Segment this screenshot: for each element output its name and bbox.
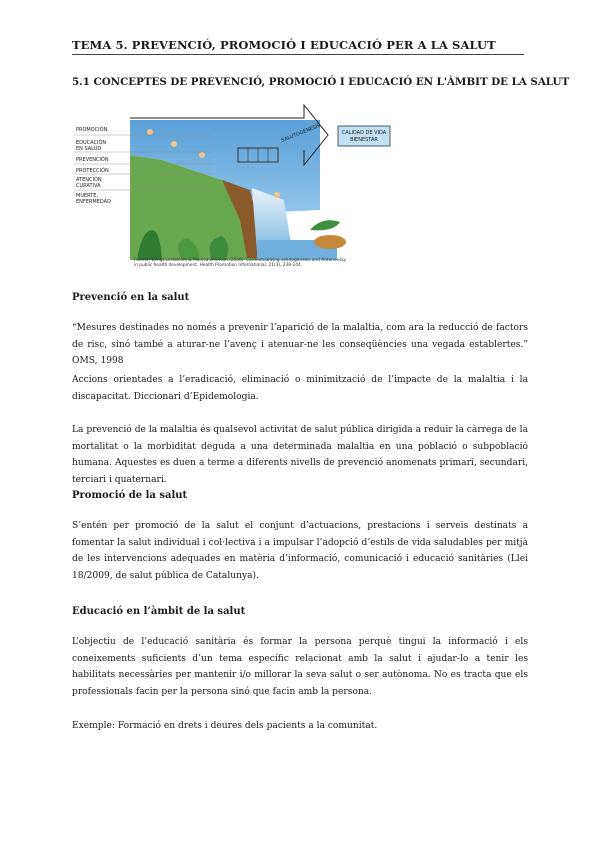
running-header: TEMA 5. PREVENCIÓ, PROMOCIÓ I EDUCACIÓ PER A LA SALUT xyxy=(72,38,496,52)
label-muerte: MUERTE, xyxy=(76,193,99,199)
heading-promocio: Promoció de la salut xyxy=(72,490,188,501)
heading-educacio: Educació en l’àmbit de la salut xyxy=(72,606,246,617)
salutogenesis-illustration xyxy=(72,100,402,275)
paragraph-exemple: Exemple: Formació en drets i deures dels pacients a la comunitat. xyxy=(72,721,378,731)
paragraph-educacio: L’objectiu de l’educació sanitària és formar la persona perquè tingui la informació i els coneixements suficients d’un tema específic relacionat amb la salut i ajudar-lo a tenir les habilitats necessàries per mantenir i/o millorar la seva salut o ser autònoma. No es tracta que els professionals facin per la persona sinó que facin amb la persona. xyxy=(72,637,528,697)
right-plant xyxy=(310,220,340,230)
label-promocion: PROMOCIÓN xyxy=(76,127,108,133)
swimmer-icon xyxy=(147,129,153,135)
label-bienestar: BIENESTAR xyxy=(350,137,378,143)
label-atencion: ATENCIÓN xyxy=(76,177,102,183)
quality-of-life-box xyxy=(338,126,390,146)
figure-caption: Fuente: Bengt Lindström & Monica Eriksson (2006). Contextualizing salutogenesis and Antonovsky in public health development. Health Promotion International, 21(3), 238-244. xyxy=(134,258,347,269)
swimmer-icon xyxy=(274,192,280,198)
swimmer-icon xyxy=(171,141,177,147)
paragraph-prevencio-diccionari: Accions orientades a l’eradicació, eliminació o minimització de l’impacte de la malaltia i la discapacitat. Diccionari d’Epidemologia. xyxy=(72,375,528,402)
label-proteccion: PROTECCIÓN xyxy=(76,168,109,174)
heading-prevencio: Prevenció en la salut xyxy=(72,292,190,303)
label-calidad-vida: CALIDAD DE VIDA xyxy=(341,130,387,136)
header-rule xyxy=(72,54,524,55)
swimmer-icon xyxy=(199,152,205,158)
paragraph-prevencio-nivells: La prevenció de la malaltia és qualsevol activitat de salut pública dirigida a reduir la càrrega de la mortalitat o la morbiditat deguda a una determinada malaltia en una població o subpoblació humana. Aquestes es duen a terme a diferents nivells de prevenció anomenats primari, secundari, terciari i quaternari. xyxy=(72,425,528,485)
label-prevencion: PREVENCIÓN xyxy=(76,157,109,163)
label-curativa: CURATIVA xyxy=(76,183,101,189)
paragraph-prevencio-oms: “Mesures destinades no només a prevenir l’aparició de la malaltia, com ara la reducció de factors de risc, sinó també a aturar-ne l’avenç i atenuar-ne les conseqüències una vegada establertes.” OMS, 1998 xyxy=(72,323,528,367)
section-title: 5.1 CONCEPTES DE PREVENCIÓ, PROMOCIÓ I EDUCACIÓ EN L'ÀMBIT DE LA SALUT xyxy=(72,76,570,88)
label-enfermedad: ENFERMEDAD xyxy=(76,199,111,205)
label-salutogenesis: SALUTOGÉNESIS xyxy=(280,122,322,144)
paragraph-promocio: S’entén per promoció de la salut el conjunt d’actuacions, prestacions i serveis destinats a fomentar la salut individual i col·lectiva i a impulsar l’adopció d’estils de vida saludables per mitjà de les intervencions adequades en matèria d’informació, comunicació i educació sanitàries (Llei 18/2009, de salut pública de Catalunya). xyxy=(72,521,528,581)
salutogenesis-figure xyxy=(72,100,402,275)
right-rock xyxy=(314,235,346,249)
label-en-salud: EN SALUD xyxy=(76,146,102,152)
label-educacion: EDUCACIÓN xyxy=(76,140,107,146)
